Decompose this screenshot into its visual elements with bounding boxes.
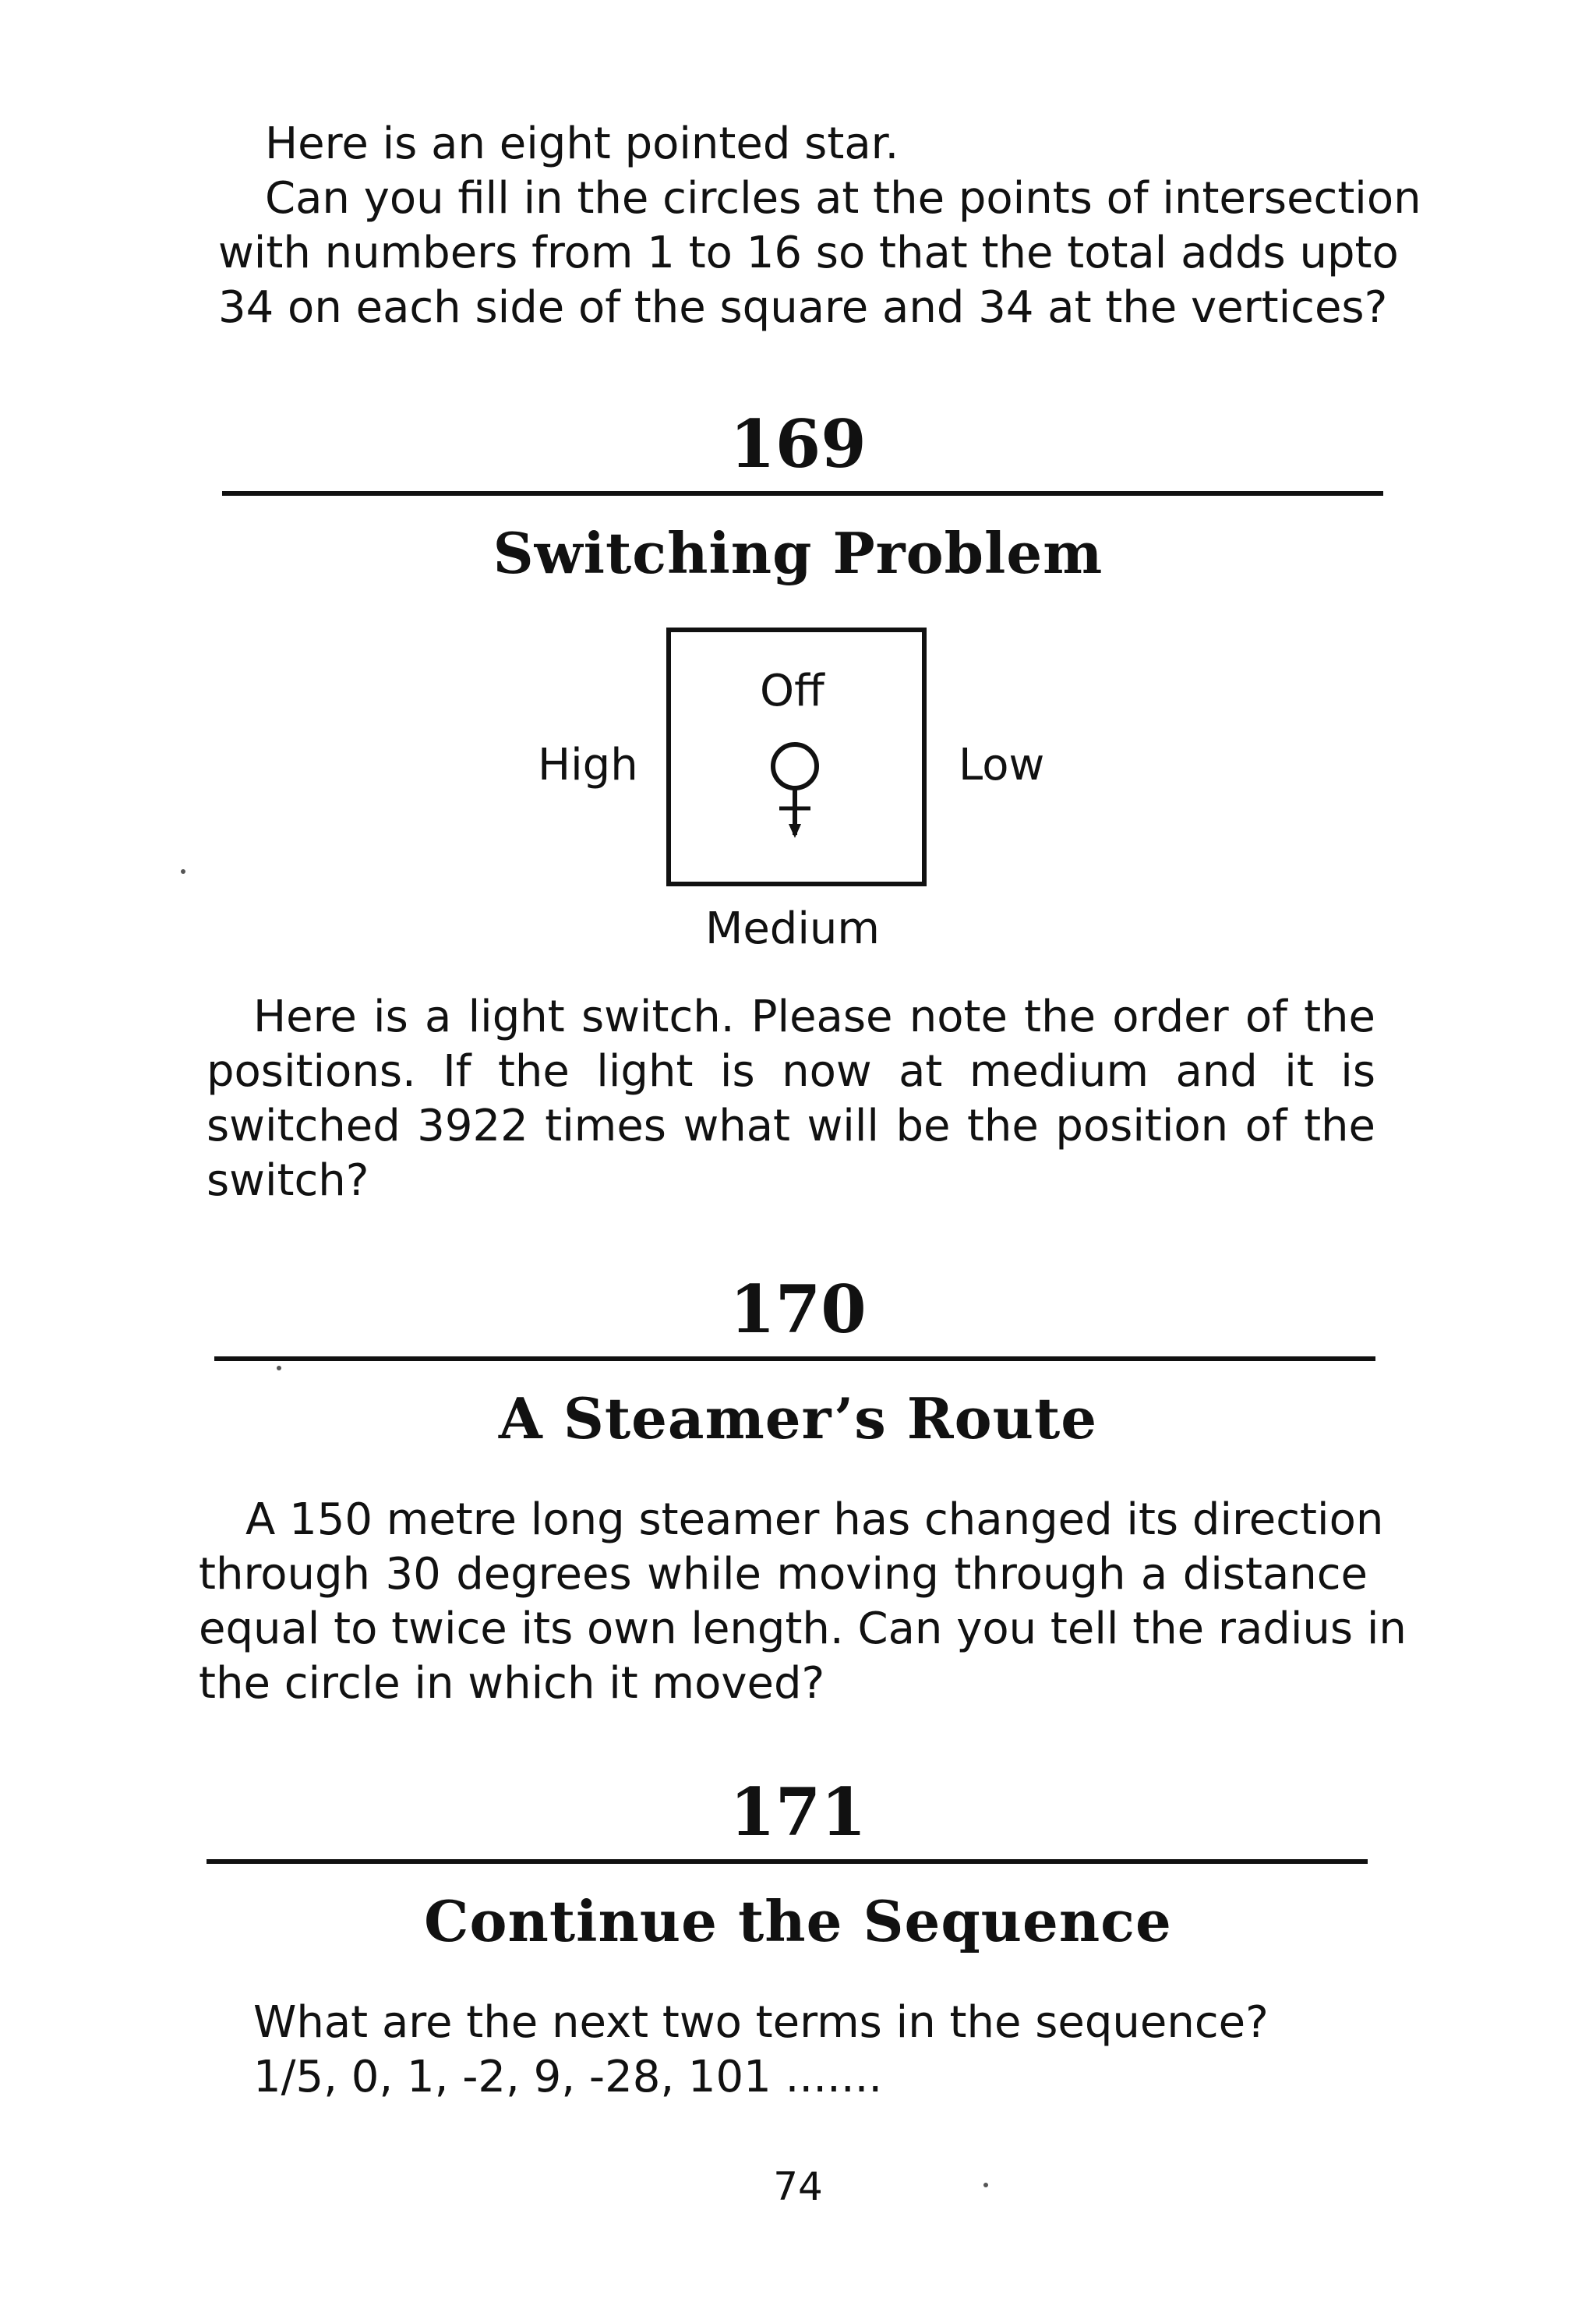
- text-line: A 150 metre long steamer has changed its direction: [245, 1494, 1384, 1545]
- scan-speck: [181, 869, 185, 874]
- puzzle-text: [199, 1493, 1407, 1711]
- puzzle-title: Continue the Sequence: [424, 1888, 1172, 1954]
- puzzle-number: 170: [729, 1271, 867, 1348]
- divider-rule: [207, 1859, 1368, 1864]
- divider-rule: [214, 1356, 1375, 1361]
- text-line: equal to twice its own length. Can you tell the radius in: [199, 1603, 1407, 1654]
- puzzle-number: 169: [729, 405, 867, 483]
- switch-label-high: High: [538, 740, 638, 790]
- scan-speck: [277, 1366, 281, 1370]
- scan-speck: [983, 2183, 988, 2187]
- intro-line: 34 on each side of the square and 34 at the vertices?: [218, 282, 1388, 333]
- switch-knob-icon: [764, 737, 826, 846]
- switch-label-low: Low: [959, 740, 1045, 790]
- text-line: 1/5, 0, 1, -2, 9, -28, 101 .......: [253, 2052, 883, 2102]
- puzzle-title: A Steamer’s Route: [498, 1385, 1098, 1451]
- switch-label-medium: Medium: [705, 903, 880, 954]
- switch-label-off: Off: [760, 666, 824, 716]
- text-line: positions. If the light is now at medium and it is: [207, 1046, 1375, 1097]
- divider-rule: [222, 491, 1383, 496]
- text-line: switch?: [207, 1155, 369, 1206]
- intro-line: with numbers from 1 to 16 so that the total adds upto: [218, 228, 1399, 278]
- puzzle-number: 171: [729, 1773, 867, 1851]
- text-line: the circle in which it moved?: [199, 1658, 825, 1709]
- intro-paragraph: [218, 117, 1421, 335]
- puzzle-title: Switching Problem: [493, 520, 1103, 586]
- intro-line: Can you fill in the circles at the points of intersection: [265, 173, 1421, 224]
- text-line: What are the next two terms in the sequence?: [253, 1997, 1269, 2048]
- intro-line: Here is an eight pointed star.: [265, 118, 899, 169]
- text-line: switched 3922 times what will be the position of the: [207, 1101, 1375, 1151]
- puzzle-text: [207, 1996, 1375, 2105]
- text-line: Here is a light switch. Please note the order of the: [253, 992, 1375, 1042]
- puzzle-text: [207, 990, 1375, 1208]
- text-line: through 30 degrees while moving through a distance: [199, 1549, 1368, 1600]
- page-number: 74: [773, 2164, 823, 2209]
